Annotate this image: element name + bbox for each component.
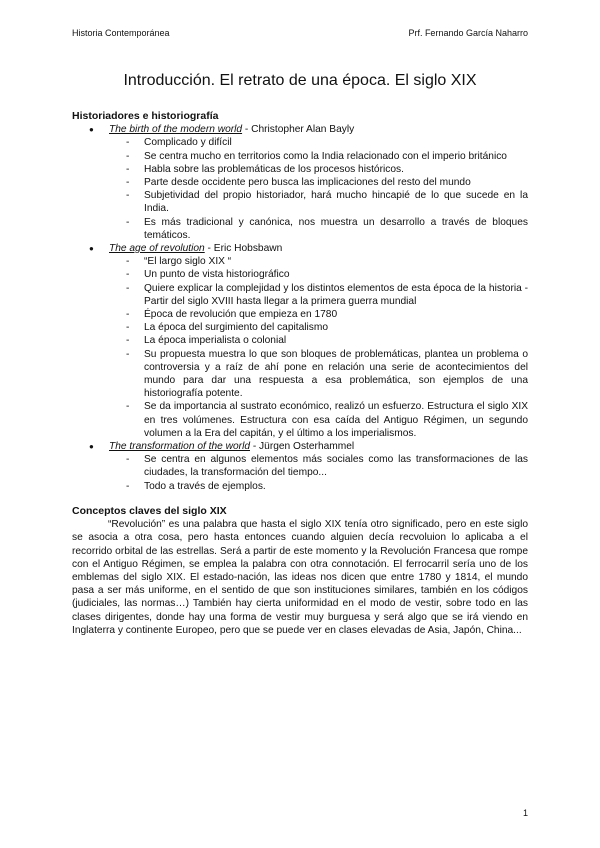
book-point xyxy=(72,308,528,321)
book-item xyxy=(72,440,528,453)
dash-marker: - xyxy=(126,335,130,347)
book-point xyxy=(72,176,528,189)
book-point-text: Todo a través de ejemplos. xyxy=(144,480,266,492)
dash-marker: - xyxy=(126,269,130,281)
section-heading-historians: Historiadores e historiografía xyxy=(72,110,219,122)
book-point xyxy=(72,334,528,347)
book-title-link[interactable]: The transformation of the world xyxy=(109,441,250,453)
book-point xyxy=(72,150,528,163)
book-point-text: Se centra mucho en territorios como la India relacionado con el imperio británico xyxy=(144,150,507,162)
book-point xyxy=(72,282,528,308)
dash-marker: - xyxy=(126,150,130,162)
book-point-text: Subjetividad del propio historiador, hará mucho hincapié de lo que sucede en la India. xyxy=(144,190,528,215)
dash-marker: - xyxy=(126,309,130,321)
book-point xyxy=(72,136,528,149)
book-point xyxy=(72,216,528,242)
book-point-text: Época de revolución que empieza en 1780 xyxy=(144,309,338,321)
dash-marker: - xyxy=(126,282,130,294)
books-list xyxy=(72,123,528,493)
book-point xyxy=(72,480,528,493)
dash-marker: - xyxy=(126,163,130,175)
book-point-text: La época del surgimiento del capitalismo xyxy=(144,322,329,334)
dash-marker: - xyxy=(126,137,130,149)
book-point-text: Un punto de vista historiográfico xyxy=(144,269,290,281)
book-point-text: Se centra en algunos elementos más sociales como las transformaciones de las ciudades, la transformación del tiempo... xyxy=(144,454,528,479)
book-author: - Jürgen Osterhammel xyxy=(250,441,355,453)
book-author: - Christopher Alan Bayly xyxy=(242,124,355,136)
book-point-text: Se da importancia al sustrato económico, realizó un esfuerzo. Estructura el siglo XIX en tres volúmenes. Estructura con esa caída del Antiguo Régimen, un segundo volumen a la Era del capitán, y el último a los imperialismos. xyxy=(144,401,528,439)
book-point xyxy=(72,348,528,401)
book-point xyxy=(72,321,528,334)
page-number: 1 xyxy=(522,808,528,818)
dash-marker: - xyxy=(126,216,130,228)
dash-marker: - xyxy=(126,348,130,360)
book-point xyxy=(72,189,528,215)
book-point-text: Es más tradicional y canónica, nos muestra un desarrollo a través de bloques temáticos. xyxy=(144,216,528,241)
book-point xyxy=(72,400,528,440)
book-point-text: La época imperialista o colonial xyxy=(144,335,287,347)
book-point-text: Complicado y difícil xyxy=(144,137,232,149)
book-point-text: Quiere explicar la complejidad y los distintos elementos de esta época de la historia - Partir del siglo XVIII hasta llegar a la primera guerra mundial xyxy=(144,282,528,307)
book-point xyxy=(72,453,528,479)
book-item xyxy=(72,123,528,136)
bullet-icon: ● xyxy=(89,244,94,254)
book-item xyxy=(72,242,528,255)
book-point-text: Habla sobre las problemáticas de los procesos históricos. xyxy=(144,163,404,175)
dash-marker: - xyxy=(126,454,130,466)
dash-marker: - xyxy=(126,322,130,334)
book-point-text: “El largo siglo XIX “ xyxy=(144,256,232,268)
book-point xyxy=(72,268,528,281)
book-point xyxy=(72,255,528,268)
dash-marker: - xyxy=(126,401,130,413)
header-professor: Prf. Fernando García Naharro xyxy=(408,28,528,38)
bullet-icon: ● xyxy=(89,125,94,135)
header-course: Historia Contemporánea xyxy=(72,28,170,38)
document-body xyxy=(72,110,528,637)
book-point xyxy=(72,163,528,176)
dash-marker: - xyxy=(126,190,130,202)
book-title-link[interactable]: The age of revolution xyxy=(109,243,205,255)
dash-marker: - xyxy=(126,480,130,492)
book-point-text: Su propuesta muestra lo que son bloques de problemáticas, plantea un problema o controversia y a raíz de ahí pone en relación una serie de acontecimientos del mundo para dar una respuesta a esa problemática, son ejemplos de una historiografía potente. xyxy=(144,348,528,400)
book-title-link[interactable]: The birth of the modern world xyxy=(109,124,243,136)
page-title: Introducción. El retrato de una época. El siglo XIX xyxy=(123,72,477,89)
book-author: - Eric Hobsbawn xyxy=(204,243,283,255)
dash-marker: - xyxy=(126,177,130,189)
dash-marker: - xyxy=(126,256,130,268)
bullet-icon: ● xyxy=(89,442,94,452)
concepts-paragraph: “Revolución” es una palabra que hasta el siglo XIX tenía otro significado, pero en este siglo se asocia a otra cosa, pero hasta entonces cuando alguien decía recvoluion lo aplicaba a el recorrido orbital de las estrellas. Será a partir de este momento y la Revolución Francesa que rompe con el Antiguo Régimen, se emplea la palabra con otra connotación. El ferrocarril sería uno de los emblemas del siglo XIX. El estado-nación, las ideas nos dicen que entre 1780 y 1814, el mundo pasa a ser más uniforme, en el sentido de que son instituciones similares, también en los códigos (judiciales, las normas…) También hay cierta uniformidad en el modo de vestir, sobre todo en las clases dirigentes, donde hay una forma de vestir muy burguesa y será algo que se irá viendo en Inglaterra y continente Europeo, pero que se puede ver en clases elevadas de Asia, Japón, China... xyxy=(72,519,528,636)
book-point-text: Parte desde occidente pero busca las implicaciones del resto del mundo xyxy=(144,177,471,189)
section-heading-concepts: Conceptos claves del siglo XIX xyxy=(72,504,227,517)
